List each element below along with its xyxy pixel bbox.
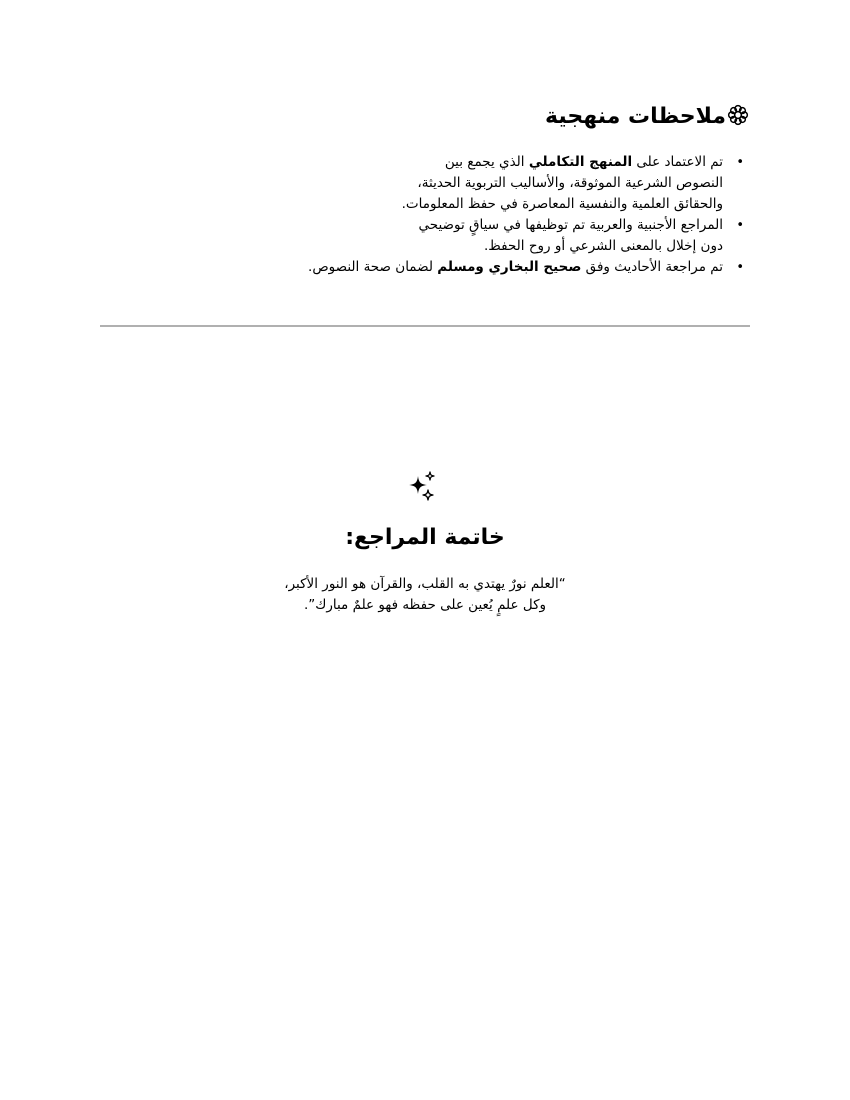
note-text: الذي يجمع بين	[444, 154, 529, 170]
notes-heading-text: ملاحظات منهجية	[545, 104, 726, 129]
closing-quote	[0, 574, 850, 616]
quote-line: “العلم نورٌ يهتدي به القلب، والقرآن هو النور الأكبر،	[284, 576, 566, 592]
closing-title: خاتمة المراجع:	[345, 525, 505, 550]
sparkles-icon	[405, 470, 437, 504]
note-bold-text: صحيح البخاري ومسلم	[437, 259, 582, 275]
note-item	[193, 152, 744, 215]
notes-heading	[545, 100, 749, 134]
flower-icon	[727, 104, 749, 126]
methodological-notes-list	[193, 152, 749, 278]
note-line	[193, 257, 723, 278]
note-text: تم مراجعة الأحاديث وفق	[581, 259, 723, 275]
note-bold-text: المنهج التكاملي	[528, 154, 633, 170]
note-line: دون إخلال بالمعنى الشرعي أو روح الحفظ.	[484, 238, 723, 254]
note-text: تم الاعتماد على	[632, 154, 723, 170]
note-line: النصوص الشرعية الموثوقة، والأساليب التربوية الحديثة،	[417, 175, 723, 191]
quote-line: وكل علمٍ يُعين على حفظه فهو علمٌ مبارك”.	[303, 597, 547, 613]
section-divider	[100, 325, 750, 327]
bullet-icon: •	[736, 155, 744, 170]
note-item	[193, 257, 744, 278]
bullet-icon: •	[736, 260, 744, 275]
note-line: والحقائق العلمية والنفسية المعاصرة في حفظ المعلومات.	[401, 196, 723, 212]
note-line: المراجع الأجنبية والعربية تم توظيفها في سياقٍ توضيحي	[418, 217, 723, 233]
note-item	[193, 215, 744, 257]
note-text: لضمان صحة النصوص.	[308, 259, 438, 275]
note-line	[193, 152, 723, 173]
bullet-icon: •	[736, 218, 744, 233]
